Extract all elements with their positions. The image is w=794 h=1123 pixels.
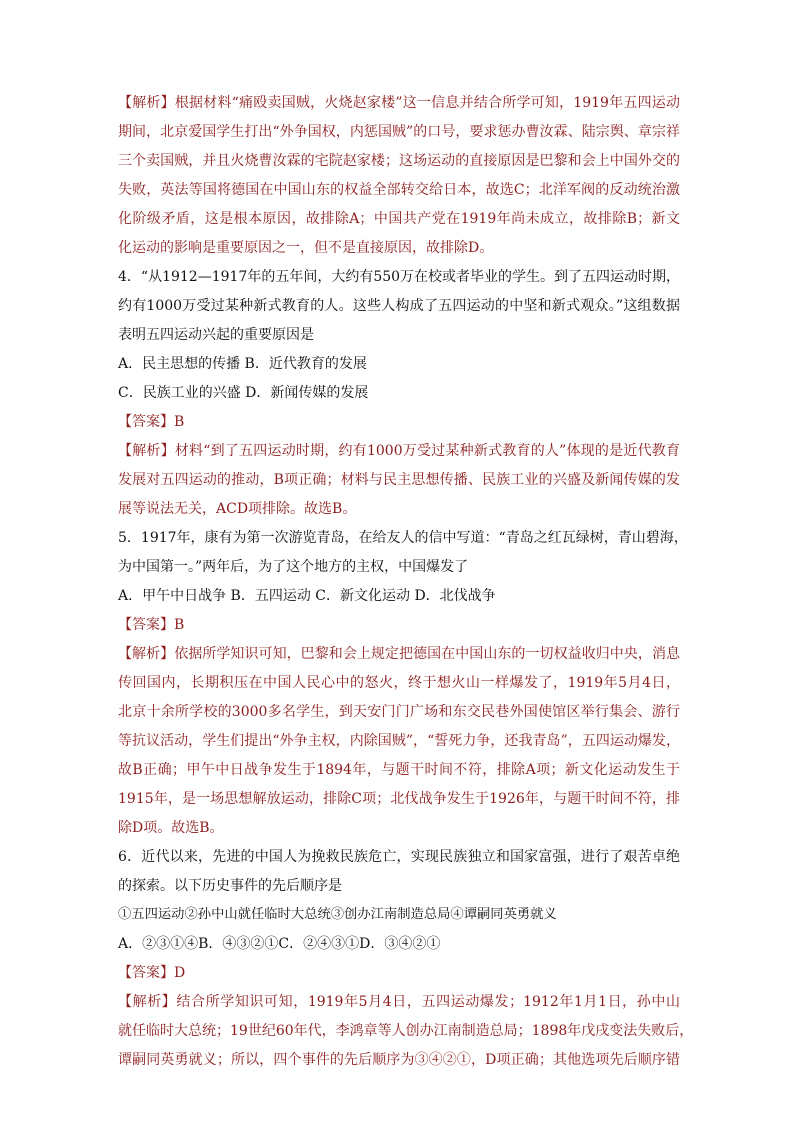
explanation-line: 【解析】结合所学知识可知，1919年5月4日，五四运动爆发；1912年1月1日，孙中山	[118, 994, 680, 1010]
explanation-line: 化运动的影响是重要原因之一，但不是直接原因，故排除D。	[118, 240, 494, 256]
question-4-line: 4．“从1912—1917年的五年间，大约有550万在校或者毕业的学生。到了五四运动时期，	[118, 269, 681, 285]
question-4-options: A．民主思想的传播 B．近代教育的发展	[118, 356, 367, 372]
explanation-line: 北京十余所学校的3000多名学生，到天安门门广场和东交民巷外国使馆区举行集会、游行	[118, 704, 680, 720]
question-5-line: 5．1917年，康有为第一次游览青岛，在给友人的信中写道：“青岛之红瓦绿树，青山碧海，	[118, 530, 688, 546]
answer-label: 【答案】D	[118, 965, 186, 981]
question-4-line: 表明五四运动兴起的重要原因是	[118, 327, 314, 343]
explanation-line: 除D项。故选B。	[118, 820, 224, 836]
question-5-line: 为中国第一。”两年后，为了这个地方的主权，中国爆发了	[118, 559, 469, 575]
explanation-line: 故B正确；甲午中日战争发生于1894年，与题干时间不符，排除A项；新文化运动发生于	[118, 762, 680, 778]
explanation-line: 【解析】根据材料“痛殴卖国贼，火烧赵家楼”这一信息并结合所学可知，1919年五四运动	[118, 95, 680, 111]
answer-label: 【答案】B	[118, 617, 185, 633]
explanation-line: 发展对五四运动的推动，B项正确；材料与民主思想传播、民族工业的兴盛及新闻传媒的发	[118, 472, 680, 488]
explanation-line: 传回国内，长期积压在中国人民心中的怒火，终于想火山一样爆发了，1919年5月4日，	[118, 675, 680, 691]
explanation-line: 【解析】材料“到了五四运动时期，约有1000万受过某种新式教育的人”体现的是近代教育	[118, 443, 680, 459]
question-4-line: 约有1000万受过某种新式教育的人。这些人构成了五四运动的中坚和新式观众。”这组数据	[118, 298, 680, 314]
explanation-line: 【解析】依据所学知识可知，巴黎和会上规定把德国在中国山东的一切权益收归中央，消息	[118, 646, 680, 662]
explanation-line: 化阶级矛盾，这是根本原因，故排除A；中国共产党在1919年尚未成立，故排除B；新文	[118, 211, 680, 227]
question-5-options: A．甲午中日战争 B．五四运动 C．新文化运动 D．北伐战争	[118, 588, 496, 604]
answer-label: 【答案】B	[118, 414, 185, 430]
explanation-line: 谭嗣同英勇就义；所以，四个事件的先后顺序为③④②①，D项正确；其他选项先后顺序错	[118, 1052, 680, 1068]
question-6-line: 6．近代以来，先进的中国人为挽救民族危亡，实现民族独立和国家富强，进行了艰苦卓绝	[118, 849, 680, 865]
explanation-line: 期间，北京爱国学生打出“外争国权，内惩国贼”的口号，要求惩办曹汝霖、陆宗舆、章宗祥	[118, 124, 680, 140]
explanation-line: 失败，英法等国将德国在中国山东的权益全部转交给日本，故选C；北洋军阀的反动统治激	[118, 182, 680, 198]
explanation-line: 等抗议活动，学生们提出“外争主权，内除国贼”，“誓死力争，还我青岛”，五四运动爆发，	[118, 733, 680, 749]
explanation-line: 1915年，是一场思想解放运动，排除C项；北伐战争发生于1926年，与题干时间不符，排	[118, 791, 680, 807]
question-6-options: A．②③①④B．④③②①C．②④③①D．③④②①	[118, 936, 441, 952]
question-6-line: 的探索。以下历史事件的先后顺序是	[118, 878, 342, 894]
explanation-line: 三个卖国贼，并且火烧曹汝霖的宅院赵家楼；这场运动的直接原因是巴黎和会上中国外交的	[118, 153, 680, 169]
question-4-options: C．民族工业的兴盛 D．新闻传媒的发展	[118, 385, 369, 401]
explanation-line: 就任临时大总统；19世纪60年代，李鸿章等人创办江南制造总局；1898年戊戌变法失败后，	[118, 1023, 694, 1039]
explanation-line: 展等说法无关，ACD项排除。故选B。	[118, 501, 357, 517]
question-6-events: ①五四运动②孙中山就任临时大总统③创办江南制造总局④谭嗣同英勇就义	[118, 907, 557, 922]
